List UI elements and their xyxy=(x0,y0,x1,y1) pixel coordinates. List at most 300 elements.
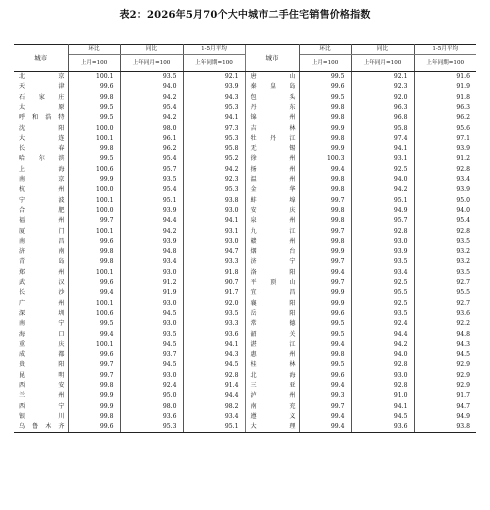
yoy-index-right: 92.5 xyxy=(351,299,414,309)
ytd-index-left: 93.3 xyxy=(224,320,239,328)
mom-index-left: 100.1 xyxy=(68,340,120,350)
ytd-index-left: 92.3 xyxy=(224,176,239,184)
yoy-index-left: 93.9 xyxy=(120,237,183,247)
yoy-index-left: 94.5 xyxy=(120,360,183,370)
city-name-left: 呼和浩特 xyxy=(14,113,68,123)
yoy-index-right: 96.8 xyxy=(351,113,414,123)
mom-index-left: 100.1 xyxy=(68,299,120,309)
city-name-right: 牡丹江 xyxy=(245,134,299,144)
header-city-left: 城市 xyxy=(14,45,68,72)
ytd-index-left: 93.9 xyxy=(224,83,239,91)
ytd-index-right: 94.5 xyxy=(456,351,470,359)
city-name-right: 惠州 xyxy=(245,350,299,360)
city-name-right: 洛阳 xyxy=(245,268,299,278)
yoy-index-left: 98.0 xyxy=(120,402,183,412)
ytd-index-left: 94.4 xyxy=(224,392,239,400)
city-name-right: 三亚 xyxy=(245,381,299,391)
yoy-index-left: 93.0 xyxy=(120,319,183,329)
yoy-index-right: 94.5 xyxy=(351,412,414,422)
mom-index-left: 99.7 xyxy=(68,216,120,226)
table-row xyxy=(14,72,476,83)
mom-index-left: 99.8 xyxy=(68,93,120,103)
yoy-index-right: 92.1 xyxy=(351,72,414,83)
mom-index-right: 99.5 xyxy=(299,93,351,103)
mom-index-right: 99.4 xyxy=(299,381,351,391)
city-name-right: 岳阳 xyxy=(245,309,299,319)
yoy-index-left: 93.6 xyxy=(120,412,183,422)
mom-index-left: 99.9 xyxy=(68,391,120,401)
mom-index-left: 99.7 xyxy=(68,360,120,370)
yoy-index-left: 91.2 xyxy=(120,278,183,288)
mom-index-right: 99.8 xyxy=(299,216,351,226)
yoy-index-right: 94.2 xyxy=(351,340,414,350)
mom-index-left: 99.7 xyxy=(68,371,120,381)
mom-index-right: 99.7 xyxy=(299,196,351,206)
mom-index-left: 100.0 xyxy=(68,123,120,133)
yoy-index-right: 93.4 xyxy=(351,268,414,278)
header-yoy-right: 同比 xyxy=(351,45,414,55)
yoy-index-right: 94.0 xyxy=(351,175,414,185)
yoy-index-left: 91.9 xyxy=(120,288,183,298)
mom-index-right: 99.7 xyxy=(299,278,351,288)
ytd-index-right: 94.9 xyxy=(456,412,470,420)
yoy-index-right: 92.5 xyxy=(351,278,414,288)
yoy-index-left: 93.4 xyxy=(120,257,183,267)
ytd-index-left: 94.2 xyxy=(224,165,239,173)
yoy-index-left: 95.7 xyxy=(120,165,183,175)
city-name-left: 西安 xyxy=(14,381,68,391)
city-name-left: 乌鲁木齐 xyxy=(14,422,68,433)
mom-index-right: 99.4 xyxy=(299,412,351,422)
mom-index-left: 99.4 xyxy=(68,329,120,339)
yoy-index-right: 92.8 xyxy=(351,381,414,391)
yoy-index-left: 96.2 xyxy=(120,144,183,154)
city-name-right: 韶关 xyxy=(245,329,299,339)
header-row-primary xyxy=(14,45,476,55)
yoy-index-left: 93.0 xyxy=(120,299,183,309)
table-row xyxy=(14,103,476,113)
ytd-index-left: 94.1 xyxy=(224,217,239,225)
mom-index-left: 100.6 xyxy=(68,165,120,175)
ytd-index-left: 95.2 xyxy=(224,155,239,163)
city-name-right: 襄阳 xyxy=(245,299,299,309)
yoy-index-left: 95.4 xyxy=(120,103,183,113)
yoy-index-right: 94.9 xyxy=(351,206,414,216)
mom-index-left: 99.8 xyxy=(68,257,120,267)
yoy-index-left: 92.4 xyxy=(120,381,183,391)
mom-index-right: 99.8 xyxy=(299,113,351,123)
ytd-index-right: 91.9 xyxy=(456,83,470,91)
table-row xyxy=(14,206,476,216)
yoy-index-right: 92.5 xyxy=(351,165,414,175)
yoy-index-right: 92.3 xyxy=(351,82,414,92)
ytd-index-right: 91.6 xyxy=(456,73,470,81)
yoy-index-right: 97.4 xyxy=(351,134,414,144)
mom-index-right: 99.7 xyxy=(299,226,351,236)
table-row xyxy=(14,144,476,154)
mom-index-right: 99.8 xyxy=(299,206,351,216)
yoy-index-left: 95.4 xyxy=(120,185,183,195)
table-row xyxy=(14,319,476,329)
yoy-index-right: 94.1 xyxy=(351,402,414,412)
ytd-index-left: 93.1 xyxy=(224,227,239,235)
table-row xyxy=(14,113,476,123)
table-row xyxy=(14,299,476,309)
mom-index-left: 100.0 xyxy=(68,185,120,195)
mom-index-left: 99.9 xyxy=(68,175,120,185)
table-row xyxy=(14,93,476,103)
city-name-right: 湛江 xyxy=(245,340,299,350)
table-title: 表2：2026年5月70个大中城市二手住宅销售价格指数 xyxy=(119,10,371,21)
yoy-index-right: 92.0 xyxy=(351,93,414,103)
table-row xyxy=(14,216,476,226)
header-mom-left: 环比 xyxy=(68,45,120,55)
city-name-right: 烟台 xyxy=(245,247,299,257)
price-index-table xyxy=(14,44,476,433)
table-row xyxy=(14,154,476,164)
mom-index-right: 99.9 xyxy=(299,247,351,257)
mom-index-left: 99.5 xyxy=(68,113,120,123)
ytd-index-right: 93.9 xyxy=(456,186,470,194)
table-row xyxy=(14,278,476,288)
yoy-index-left: 93.5 xyxy=(120,175,183,185)
yoy-index-right: 95.1 xyxy=(351,196,414,206)
ytd-index-left: 91.4 xyxy=(224,382,239,389)
city-name-left: 郑州 xyxy=(14,268,68,278)
header-ytd-left: 1-5月平均 xyxy=(183,45,245,55)
yoy-index-left: 96.1 xyxy=(120,134,183,144)
ytd-index-right: 93.2 xyxy=(456,258,470,266)
yoy-index-left: 94.8 xyxy=(120,247,183,257)
ytd-index-left: 94.1 xyxy=(224,114,239,122)
ytd-index-right: 93.6 xyxy=(456,309,470,317)
ytd-index-left: 92.8 xyxy=(224,371,239,379)
ytd-index-left: 90.7 xyxy=(224,279,239,287)
yoy-index-left: 95.0 xyxy=(120,391,183,401)
city-name-right: 安庆 xyxy=(245,206,299,216)
city-name-right: 赣州 xyxy=(245,237,299,247)
yoy-index-right: 93.5 xyxy=(351,309,414,319)
yoy-index-left: 95.4 xyxy=(120,154,183,164)
header-mom-base-left: 上月=100 xyxy=(68,55,120,72)
ytd-index-right: 94.7 xyxy=(456,402,470,410)
city-name-left: 长沙 xyxy=(14,288,68,298)
ytd-index-left: 97.3 xyxy=(224,124,239,132)
city-name-left: 青岛 xyxy=(14,257,68,267)
ytd-index-left: 94.3 xyxy=(224,93,239,101)
city-name-right: 常德 xyxy=(245,319,299,329)
ytd-index-left: 95.8 xyxy=(224,145,239,153)
mom-index-left: 99.5 xyxy=(68,319,120,329)
ytd-index-left: 95.3 xyxy=(224,134,239,142)
ytd-index-right: 95.0 xyxy=(456,196,470,204)
mom-index-right: 99.8 xyxy=(299,237,351,247)
city-name-right: 温州 xyxy=(245,175,299,185)
yoy-index-left: 98.0 xyxy=(120,123,183,133)
ytd-index-left: 91.8 xyxy=(224,268,239,276)
city-name-left: 宁波 xyxy=(14,196,68,206)
ytd-index-right: 93.5 xyxy=(456,237,470,245)
mom-index-left: 99.6 xyxy=(68,82,120,92)
header-yoy-left: 同比 xyxy=(120,45,183,55)
mom-index-left: 99.8 xyxy=(68,412,120,422)
mom-index-right: 99.5 xyxy=(299,319,351,329)
city-name-left: 福州 xyxy=(14,216,68,226)
ytd-index-left: 93.6 xyxy=(224,330,239,338)
mom-index-left: 99.8 xyxy=(68,144,120,154)
yoy-index-right: 93.6 xyxy=(351,422,414,433)
ytd-index-right: 92.9 xyxy=(456,382,470,389)
ytd-index-right: 93.2 xyxy=(456,248,470,256)
city-name-left: 沈阳 xyxy=(14,123,68,133)
ytd-index-right: 92.7 xyxy=(456,299,470,307)
ytd-index-right: 92.8 xyxy=(456,165,470,173)
ytd-index-left: 94.7 xyxy=(224,248,239,256)
city-name-left: 银川 xyxy=(14,412,68,422)
header-mom-base-right: 上月=100 xyxy=(299,55,351,72)
ytd-index-right: 93.4 xyxy=(456,176,470,184)
table-row xyxy=(14,185,476,195)
ytd-index-right: 94.8 xyxy=(456,330,470,338)
table-row xyxy=(14,360,476,370)
city-name-left: 西宁 xyxy=(14,402,68,412)
mom-index-right: 99.9 xyxy=(299,288,351,298)
yoy-index-right: 94.1 xyxy=(351,144,414,154)
ytd-index-right: 94.3 xyxy=(456,340,470,348)
table-row xyxy=(14,165,476,175)
yoy-index-right: 94.2 xyxy=(351,185,414,195)
yoy-index-right: 93.5 xyxy=(351,257,414,267)
mom-index-left: 99.6 xyxy=(68,237,120,247)
ytd-index-left: 93.4 xyxy=(224,412,239,420)
city-name-right: 锦州 xyxy=(245,113,299,123)
ytd-index-left: 95.1 xyxy=(183,422,245,433)
mom-index-left: 99.5 xyxy=(68,154,120,164)
city-name-left: 北京 xyxy=(14,72,68,83)
yoy-index-left: 94.5 xyxy=(120,340,183,350)
yoy-index-right: 96.3 xyxy=(351,103,414,113)
city-name-left: 南京 xyxy=(14,175,68,185)
city-name-left: 兰州 xyxy=(14,391,68,401)
city-name-right: 吉林 xyxy=(245,123,299,133)
yoy-index-right: 93.1 xyxy=(351,154,414,164)
ytd-index-left: 94.3 xyxy=(224,351,239,359)
table-row xyxy=(14,257,476,267)
mom-index-left: 99.4 xyxy=(68,288,120,298)
table-row xyxy=(14,329,476,339)
city-name-left: 深圳 xyxy=(14,309,68,319)
yoy-index-left: 94.5 xyxy=(120,309,183,319)
city-name-left: 上海 xyxy=(14,165,68,175)
ytd-index-left: 92.0 xyxy=(224,299,239,307)
ytd-index-right: 96.3 xyxy=(456,103,470,111)
city-name-right: 蚌埠 xyxy=(245,196,299,206)
yoy-index-left: 94.2 xyxy=(120,226,183,236)
city-name-right: 遵义 xyxy=(245,412,299,422)
ytd-index-left: 93.5 xyxy=(224,309,239,317)
mom-index-right: 99.4 xyxy=(299,268,351,278)
yoy-index-left: 93.0 xyxy=(120,268,183,278)
mom-index-right: 99.5 xyxy=(299,72,351,83)
yoy-index-right: 95.7 xyxy=(351,216,414,226)
table-row xyxy=(14,237,476,247)
city-name-left: 天津 xyxy=(14,82,68,92)
city-name-right: 九江 xyxy=(245,226,299,236)
yoy-index-left: 94.2 xyxy=(120,113,183,123)
mom-index-right: 99.6 xyxy=(299,82,351,92)
city-name-left: 武汉 xyxy=(14,278,68,288)
mom-index-left: 99.9 xyxy=(68,402,120,412)
city-name-right: 无锡 xyxy=(245,144,299,154)
city-name-right: 济宁 xyxy=(245,257,299,267)
ytd-index-left: 93.0 xyxy=(224,237,239,245)
city-name-left: 哈尔滨 xyxy=(14,154,68,164)
city-name-left: 南昌 xyxy=(14,237,68,247)
ytd-index-left: 98.2 xyxy=(224,402,239,410)
city-name-left: 海口 xyxy=(14,329,68,339)
ytd-index-right: 92.9 xyxy=(456,361,470,369)
table-row xyxy=(14,288,476,298)
table-row xyxy=(14,340,476,350)
header-ytd-base-right: 上年同期=100 xyxy=(414,55,476,72)
mom-index-right: 99.8 xyxy=(299,185,351,195)
mom-index-right: 99.5 xyxy=(299,329,351,339)
city-name-right: 泸州 xyxy=(245,391,299,401)
mom-index-right: 99.9 xyxy=(299,144,351,154)
table-row xyxy=(14,412,476,422)
header-yoy-base-left: 上年同月=100 xyxy=(120,55,183,72)
table-row xyxy=(14,268,476,278)
city-name-left: 贵阳 xyxy=(14,360,68,370)
table-row xyxy=(14,422,476,433)
mom-index-right: 99.8 xyxy=(299,175,351,185)
city-name-left: 重庆 xyxy=(14,340,68,350)
ytd-index-left: 95.3 xyxy=(224,103,239,111)
city-name-right: 秦皇岛 xyxy=(245,82,299,92)
mom-index-right: 99.8 xyxy=(299,134,351,144)
mom-index-right: 100.3 xyxy=(299,154,351,164)
yoy-index-left: 94.0 xyxy=(120,82,183,92)
ytd-index-left: 92.1 xyxy=(224,73,239,81)
ytd-index-left: 94.1 xyxy=(224,340,239,348)
city-name-left: 太原 xyxy=(14,103,68,113)
table-row xyxy=(14,402,476,412)
ytd-index-left: 94.5 xyxy=(224,361,239,369)
table-body xyxy=(14,72,476,433)
yoy-index-left: 94.4 xyxy=(120,216,183,226)
ytd-index-right: 91.8 xyxy=(456,93,470,101)
mom-index-left: 100.1 xyxy=(68,134,120,144)
yoy-index-right: 93.9 xyxy=(351,247,414,257)
mom-index-left: 99.8 xyxy=(68,381,120,391)
ytd-index-right: 95.4 xyxy=(456,217,470,225)
mom-index-right: 99.7 xyxy=(299,257,351,267)
ytd-index-left: 95.3 xyxy=(224,186,239,194)
yoy-index-left: 93.5 xyxy=(120,329,183,339)
mom-index-left: 100.6 xyxy=(68,309,120,319)
table-row xyxy=(14,196,476,206)
mom-index-left: 100.1 xyxy=(68,268,120,278)
table-row xyxy=(14,371,476,381)
yoy-index-right: 91.0 xyxy=(351,391,414,401)
city-name-right: 南充 xyxy=(245,402,299,412)
city-name-left: 南宁 xyxy=(14,319,68,329)
mom-index-left: 100.1 xyxy=(68,196,120,206)
city-name-left: 厦门 xyxy=(14,226,68,236)
city-name-left: 济南 xyxy=(14,247,68,257)
mom-index-left: 100.0 xyxy=(68,206,120,216)
header-yoy-base-right: 上年同月=100 xyxy=(351,55,414,72)
yoy-index-left: 93.0 xyxy=(120,371,183,381)
city-name-right: 扬州 xyxy=(245,165,299,175)
table-row xyxy=(14,123,476,133)
yoy-index-right: 94.0 xyxy=(351,350,414,360)
ytd-index-right: 97.1 xyxy=(456,134,470,142)
ytd-index-right: 91.7 xyxy=(456,392,470,400)
city-name-left: 合肥 xyxy=(14,206,68,216)
mom-index-right: 99.8 xyxy=(299,350,351,360)
yoy-index-left: 94.2 xyxy=(120,93,183,103)
table-row xyxy=(14,82,476,92)
yoy-index-right: 92.8 xyxy=(351,360,414,370)
mom-index-right: 99.4 xyxy=(299,165,351,175)
header-ytd-right: 1-5月平均 xyxy=(414,45,476,55)
header-city-right: 城市 xyxy=(245,45,299,72)
yoy-index-left: 95.3 xyxy=(120,422,183,433)
mom-index-left: 99.6 xyxy=(68,422,120,433)
mom-index-right: 99.3 xyxy=(299,391,351,401)
ytd-index-right: 95.5 xyxy=(456,289,470,297)
yoy-index-left: 93.5 xyxy=(120,72,183,83)
table-row xyxy=(14,134,476,144)
yoy-index-right: 93.0 xyxy=(351,371,414,381)
mom-index-right: 99.5 xyxy=(299,360,351,370)
ytd-index-right: 94.0 xyxy=(456,206,470,214)
city-name-left: 昆明 xyxy=(14,371,68,381)
city-name-left: 大连 xyxy=(14,134,68,144)
mom-index-left: 100.1 xyxy=(68,226,120,236)
ytd-index-left: 93.3 xyxy=(224,258,239,266)
city-name-right: 宜昌 xyxy=(245,288,299,298)
mom-index-right: 99.7 xyxy=(299,402,351,412)
table-row xyxy=(14,309,476,319)
table-row xyxy=(14,226,476,236)
ytd-index-right: 93.8 xyxy=(414,422,476,433)
mom-index-right: 99.9 xyxy=(299,123,351,133)
ytd-index-right: 92.9 xyxy=(456,371,470,379)
mom-index-right: 99.9 xyxy=(299,299,351,309)
ytd-index-right: 93.9 xyxy=(456,145,470,153)
city-name-left: 成都 xyxy=(14,350,68,360)
city-name-right: 徐州 xyxy=(245,154,299,164)
yoy-index-left: 95.1 xyxy=(120,196,183,206)
city-name-left: 石家庄 xyxy=(14,93,68,103)
table-row xyxy=(14,247,476,257)
city-name-left: 广州 xyxy=(14,299,68,309)
city-name-right: 桂林 xyxy=(245,360,299,370)
mom-index-right: 99.6 xyxy=(299,309,351,319)
header-mom-right: 环比 xyxy=(299,45,351,55)
city-name-left: 杭州 xyxy=(14,185,68,195)
yoy-index-right: 93.0 xyxy=(351,237,414,247)
ytd-index-right: 91.2 xyxy=(456,155,470,163)
table-row xyxy=(14,381,476,391)
mom-index-left: 99.8 xyxy=(68,247,120,257)
city-name-right: 泉州 xyxy=(245,216,299,226)
ytd-index-right: 95.6 xyxy=(456,124,470,132)
mom-index-left: 99.6 xyxy=(68,278,120,288)
mom-index-left: 99.6 xyxy=(68,350,120,360)
